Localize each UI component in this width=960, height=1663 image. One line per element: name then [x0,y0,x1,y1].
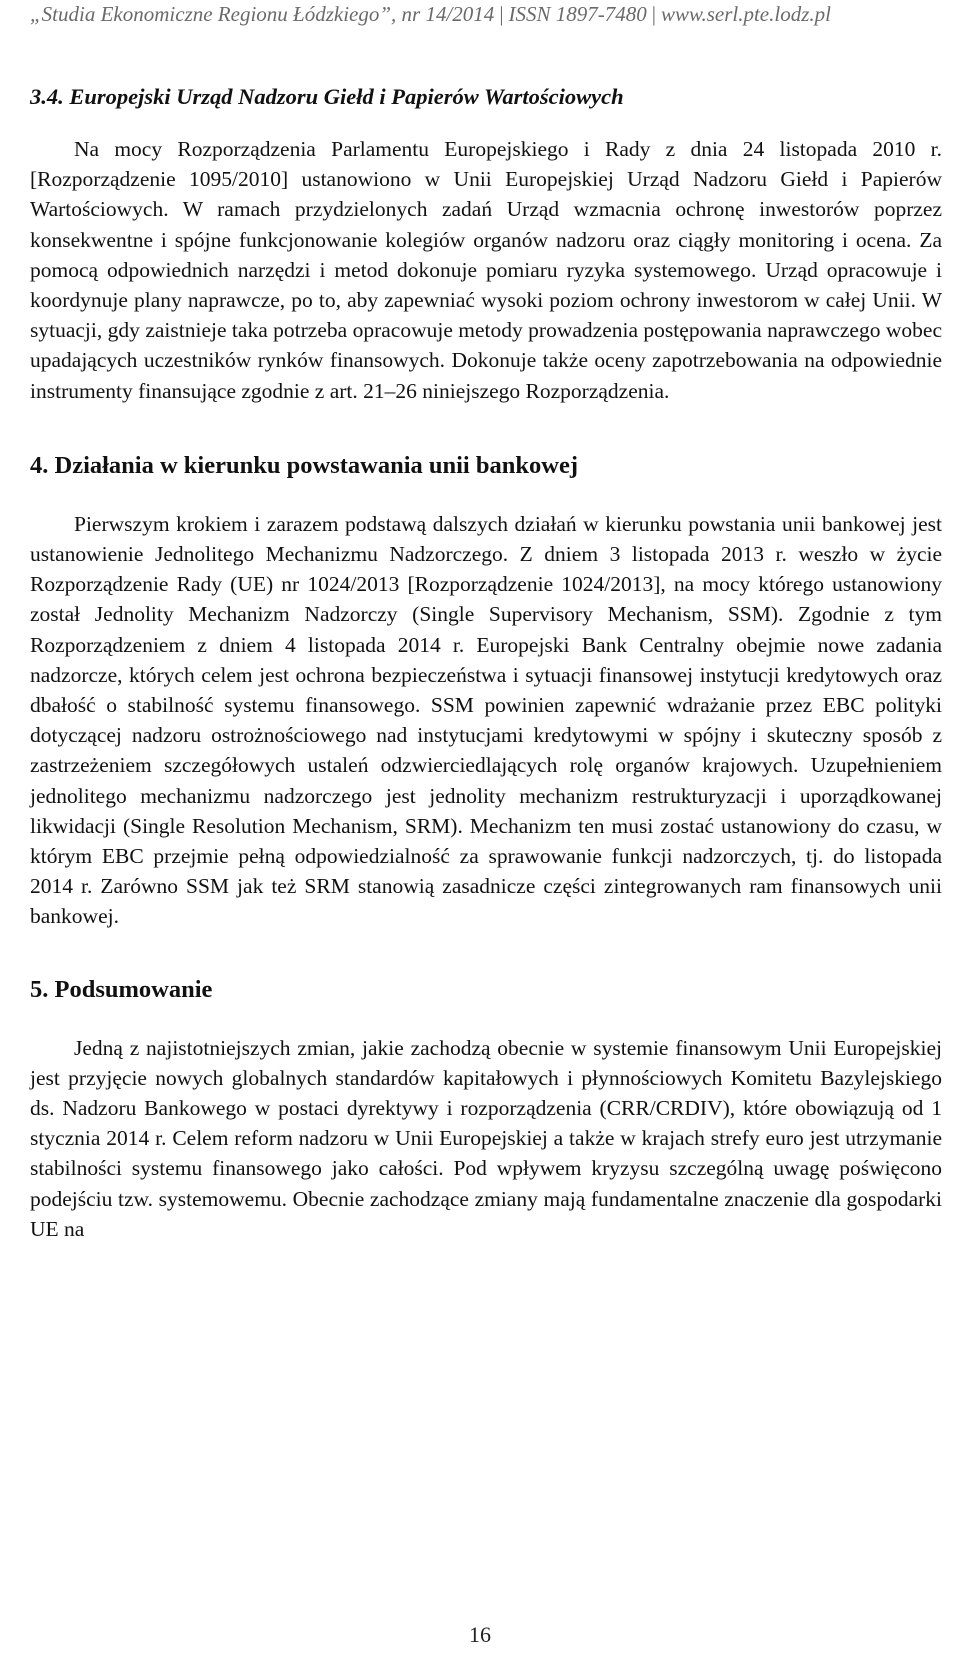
paragraph-esma: Na mocy Rozporządzenia Parlamentu Europejskiego i Rady z dnia 24 listopada 2010 r. [Rozporządzenie 1095/2010] ustanowiono w Unii Europejskiej Urząd Nadzoru Giełd i Papierów Wartościowych. W ramach przydzielonych zadań Urząd wzmacnia ochronę inwestorów poprzez konsekwentne i spójne funkcjonowanie kolegiów organów nadzoru oraz ciągły monitoring i ocena. Za pomocą odpowiednich narzędzi i metod dokonuje pomiaru ryzyka systemowego. Urząd opracowuje i koordynuje plany naprawcze, po to, aby zapewniać wysoki poziom ochrony inwestorom w całej Unii. W sytuacji, gdy zaistnieje taka potrzeba opracowuje metody prowadzenia postępowania naprawczego wobec upadających uczestników rynków finansowych. Dokonuje także oceny zapotrzebowania na odpowiednie instrumenty finansujące zgodnie z art. 21–26 niniejszego Rozporządzenia. [30,137,942,403]
header-separator: | [499,2,504,26]
section-heading-5: 5. Podsumowanie [30,975,213,1003]
paragraph-banking-union: Pierwszym krokiem i zarazem podstawą dalszych działań w kierunku powstania unii bankowej jest ustanowienie Jednolitego Mechanizmu Nadzorczego. Z dniem 3 listopada 2013 r. weszło w życie Rozporządzenie Rady (UE) nr 1024/2013 [Rozporządzenie 1024/2013], na mocy którego ustanowiony został Jednolity Mechanizm Nadzorczy (Single Supervisory Mechanism, SSM). Zgodnie z tym Rozporządzeniem z dniem 4 listopada 2014 r. Europejski Bank Centralny obejmie nowe zadania nadzorcze, których celem jest ochrona bezpieczeństwa i sytuacji finansowej instytucji kredytowych oraz dbałość o stabilność systemu finansowego. SSM powinien zapewnić wdrażanie przez EBC polityki dotyczącej nadzoru ostrożnościowego nad instytucjami kredytowymi w spójny i skuteczny sposób z zastrzeżeniem szczegółowych ustaleń odzwierciedlających rolę organów krajowych. Uzupełnieniem jednolitego mechanizmu nadzorczego jest jednolity mechanizm restrukturyzacji i uporządkowanej likwidacji (Single Resolution Mechanism, SRM). Mechanizm ten musi zostać ustanowiony do czasu, w którym EBC przejmie pełną odpowiedzialność za sprawowanie funkcji nadzorczych, tj. do listopada 2014 r. Zarówno SSM jak też SRM stanowią zasadnicze części zintegrowanych ram finansowych unii bankowej. [30,511,942,929]
article-body [30,70,942,1244]
page-number: 16 [469,1622,491,1647]
journal-title: „Studia Ekonomiczne Regionu Łódzkiego”, nr 14/2014 [30,2,495,26]
issn: ISSN 1897-7480 [508,2,647,26]
journal-website: www.serl.pte.lodz.pl [661,2,831,26]
running-header [30,0,942,28]
section-heading-4: 4. Działania w kierunku powstawania unii bankowej [30,451,578,479]
header-separator: | [651,2,656,26]
paragraph-summary: Jedną z najistotniejszych zmian, jakie zachodzą obecnie w systemie finansowym Unii Europejskiej jest przyjęcie nowych globalnych standardów kapitałowych i płynnościowych Komitetu Bazylejskiego ds. Nadzoru Bankowego w postaci dyrektywy i rozporządzenia (CRR/CRDIV), które obowiązują od 1 stycznia 2014 r. Celem reform nadzoru w Unii Europejskiej a także w krajach strefy euro jest utrzymanie stabilności systemu finansowego jako całości. Pod wpływem kryzysu szczególną uwagę poświęcono podejściu tzw. systemowemu. Obecnie zachodzące zmiany mają fundamentalne znaczenie dla gospodarki UE na [30,1035,942,1241]
subsection-heading-3-4: 3.4. Europejski Urząd Nadzoru Giełd i Papierów Wartościowych [30,84,624,109]
